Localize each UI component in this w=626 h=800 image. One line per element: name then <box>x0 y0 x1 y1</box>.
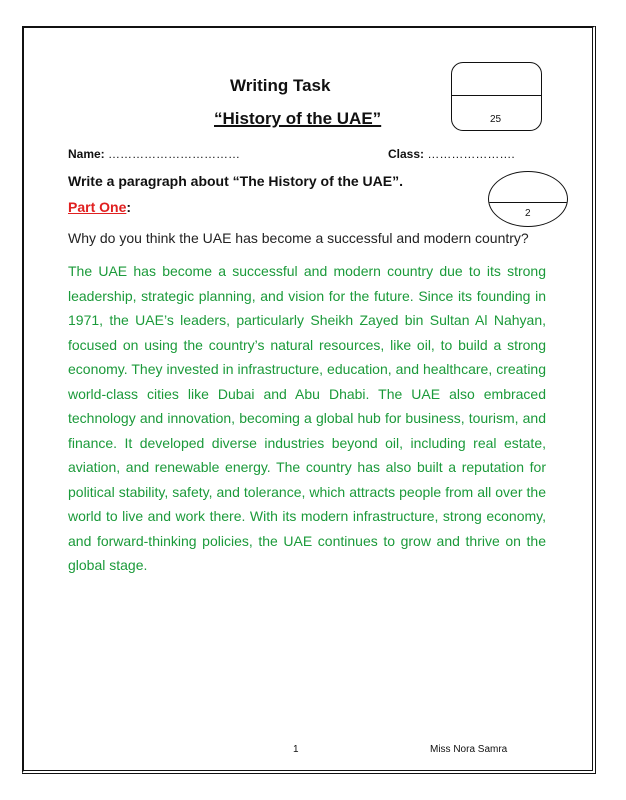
part-label: Part One <box>68 199 127 215</box>
instruction-text: Write a paragraph about “The History of the UAE”. <box>68 173 404 189</box>
part-colon: : <box>126 199 132 215</box>
answer-paragraph: The UAE has become a successful and modern country due to its strong leadership, strategic planning, and vision for the future. Since its founding in 1971, the UAE’s leaders, particularly Sheikh Zayed bin Sultan Al Nahyan, focused on using the country’s natural resources, like oil, to build a strong economy. They invested in infrastructure, education, and healthcare, creating world-class cities like Dubai and Abu Dhabi. The UAE also embraced technology and innovation, becoming a global hub for business, tourism, and finance. It developed diverse industries beyond oil, including real estate, aviation, and renewable energy. The country has also built a reputation for political stability, safety, and tolerance, which attracts people from all over the world to live and work there. With its modern infrastructure, strong economy, and forward-thinking policies, the UAE continues to grow and thrive on the global stage. <box>68 263 546 573</box>
name-blank: …………………………… <box>108 147 241 161</box>
page-number: 1 <box>293 744 299 755</box>
class-blank: …………………. <box>427 147 515 161</box>
name-label: Name: <box>68 147 105 161</box>
name-field <box>68 147 240 161</box>
score-oval-total: 2 <box>525 208 531 219</box>
class-label: Class: <box>388 147 425 161</box>
author-name: Miss Nora Samra <box>430 744 508 755</box>
part-heading <box>68 199 131 215</box>
class-field <box>388 147 515 161</box>
score-box-total: 25 <box>490 114 502 125</box>
score-box-divider <box>452 95 541 96</box>
document-subtitle: “History of the UAE” <box>214 109 382 128</box>
score-oval <box>488 171 568 227</box>
document-title: Writing Task <box>230 76 331 95</box>
score-oval-divider <box>489 202 567 203</box>
question-text: Why do you think the UAE has become a successful and modern country? <box>68 230 529 246</box>
score-box <box>451 62 542 131</box>
